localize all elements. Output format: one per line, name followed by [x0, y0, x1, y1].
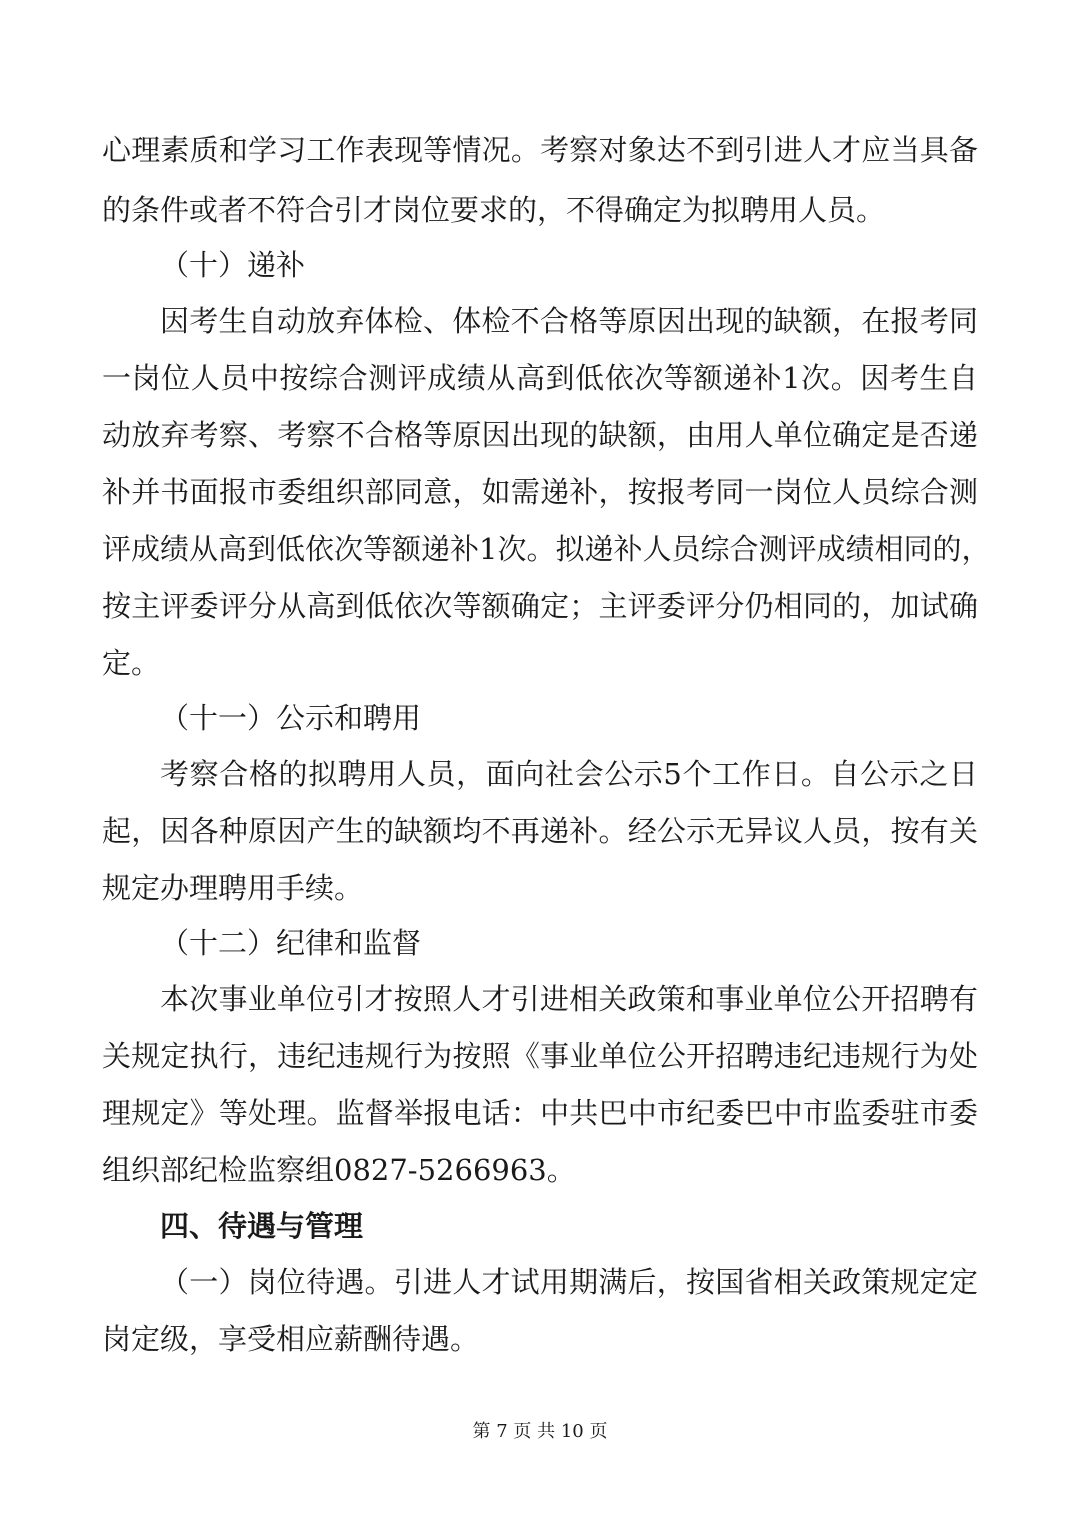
paragraph-line: 组织部纪检监察组0827-5266963。: [102, 1153, 576, 1187]
paragraph-line: （一）岗位待遇。引进人才试用期满后，按国省相关政策规定定: [160, 1265, 978, 1299]
paragraph-line: 关规定执行，违纪违规行为按照《事业单位公开招聘违纪违规行为处: [102, 1039, 978, 1073]
paragraph-line: 起，因各种原因产生的缺额均不再递补。经公示无异议人员，按有关: [102, 814, 978, 848]
paragraph-line: 定。: [102, 646, 161, 680]
paragraph-line: 心理素质和学习工作表现等情况。考察对象达不到引进人才应当具备: [102, 133, 978, 167]
paragraph-line: 岗定级，享受相应薪酬待遇。: [102, 1322, 480, 1356]
paragraph-line: 理规定》等处理。监督举报电话：中共巴中市纪委巴中市监委驻市委: [102, 1096, 978, 1130]
paragraph-line: 本次事业单位引才按照人才引进相关政策和事业单位公开招聘有: [160, 982, 978, 1016]
paragraph-line: 补并书面报市委组织部同意，如需递补，按报考同一岗位人员综合测: [102, 475, 978, 509]
paragraph-line: 的条件或者不符合引才岗位要求的，不得确定为拟聘用人员。: [102, 193, 886, 227]
paragraph-line: 按主评委评分从高到低依次等额确定；主评委评分仍相同的，加试确: [102, 589, 978, 623]
section-heading-publicity-employment: （十一）公示和聘用: [160, 701, 422, 735]
paragraph-line: 动放弃考察、考察不合格等原因出现的缺额，由用人单位确定是否递: [102, 418, 978, 452]
page-number-footer: 第 7 页 共 10 页: [472, 1421, 608, 1442]
chapter-heading-treatment-management: 四、待遇与管理: [160, 1209, 364, 1243]
paragraph-line: 因考生自动放弃体检、体检不合格等原因出现的缺额，在报考同: [160, 304, 978, 338]
paragraph-line: 评成绩从高到低依次等额递补1次。拟递补人员综合测评成绩相同的，: [102, 532, 991, 566]
paragraph-line: 考察合格的拟聘用人员，面向社会公示5个工作日。自公示之日: [160, 757, 978, 791]
paragraph-line: 规定办理聘用手续。: [102, 871, 364, 905]
paragraph-line: 一岗位人员中按综合测评成绩从高到低依次等额递补1次。因考生自: [102, 361, 978, 395]
section-heading-recruitment-replacement: （十）递补: [160, 248, 306, 282]
section-heading-discipline-supervision: （十二）纪律和监督: [160, 926, 422, 960]
